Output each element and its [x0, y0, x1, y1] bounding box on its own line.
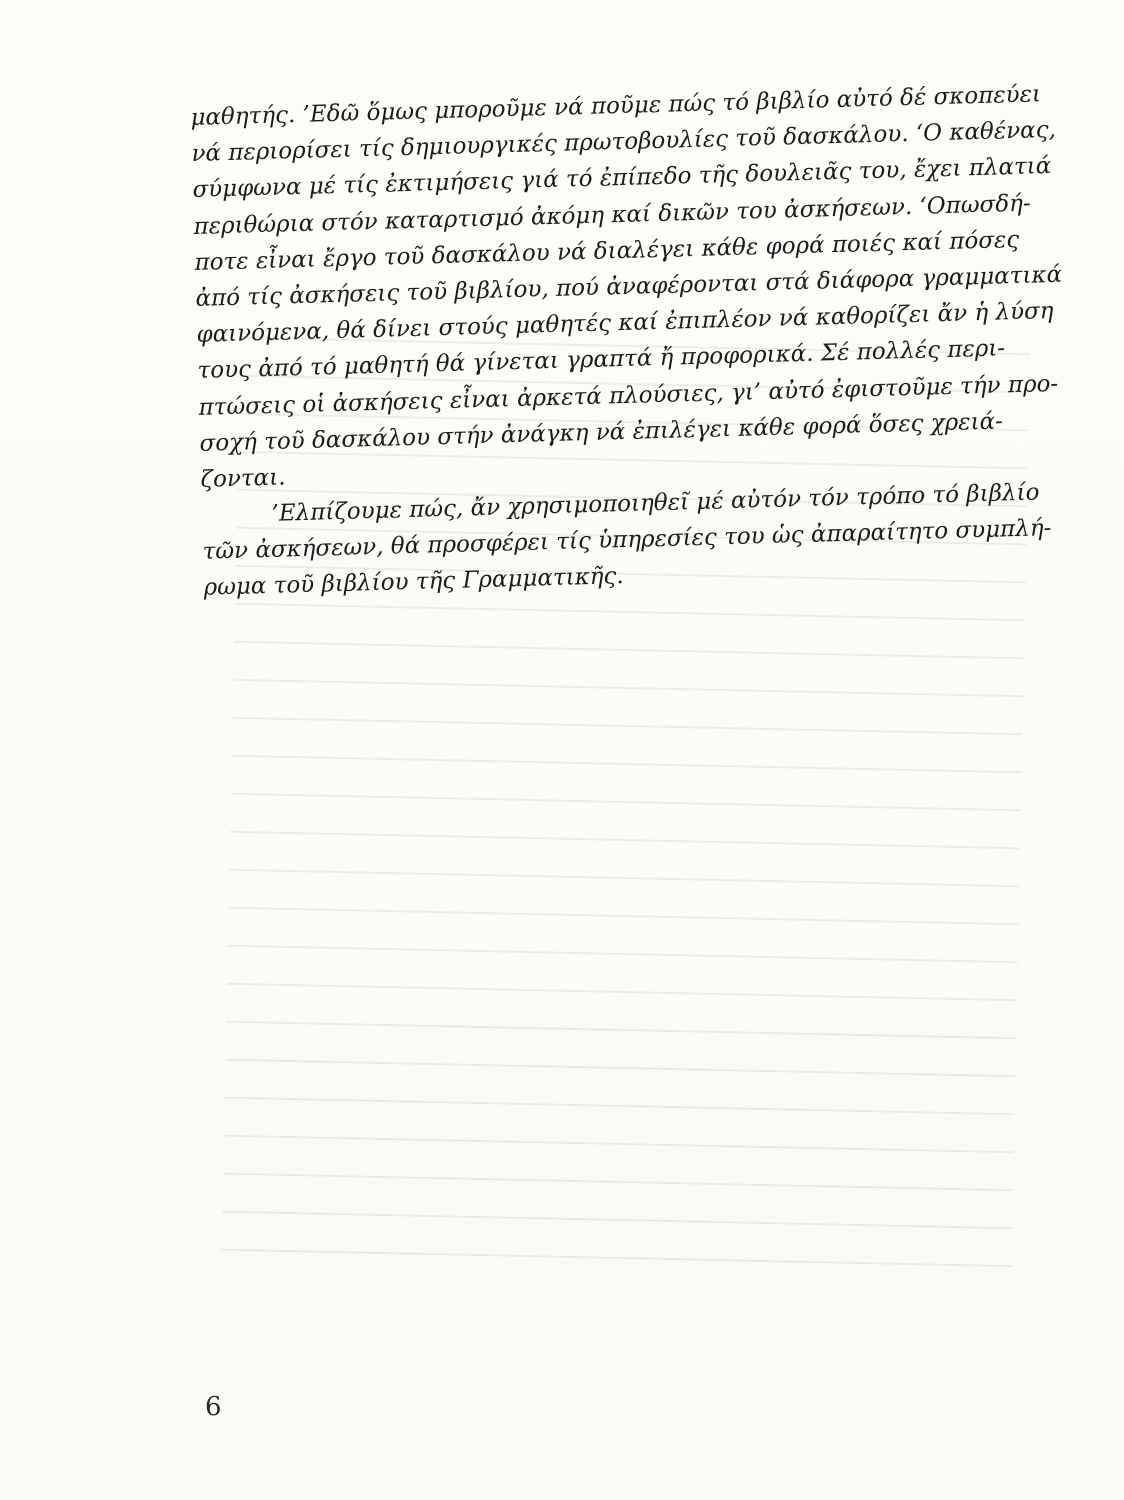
text-line: ἀπό τίς ἀσκήσεις τοῦ βιβλίου, πού ἀναφέρονται στά διάφορα γραμματικά [195, 261, 1063, 312]
text-line: νά περιορίσει τίς δημιουργικές πρωτοβουλίες τοῦ δασκάλου. ‘Ο καθένας, [191, 117, 1057, 168]
text-line: σοχή τοῦ δασκάλου στήν ἀνάγκη νά ἐπιλέγει κάθε φορά ὅσες χρειά- [199, 408, 1004, 457]
text-line: ρωμα τοῦ βιβλίου τῆς Γραμματικῆς. [203, 563, 625, 602]
text-line: τῶν ἀσκήσεων, θά προσφέρει τίς ὑπηρεσίες του ὡς ἀπαραίτητο συμπλή- [202, 515, 1052, 566]
text-line: σύμφωνα μέ τίς ἐκτιμήσεις γιά τό ἐπίπεδο τῆς δουλειᾶς του, ἔχει πλατιά [192, 153, 1052, 204]
body-text [190, 77, 1063, 607]
text-line: ’Ελπίζουμε πώς, ἄν χρησιμοποιηθεῖ μέ αὐτόν τόν τρόπο τό βιβλίο [271, 479, 1040, 527]
text-line: μαθητής. ’Εδῶ ὅμως μποροῦμε νά ποῦμε πώς τό βιβλίο αὐτό δέ σκοπεύει [190, 81, 1042, 131]
text-line: ποτε εἶναι ἔργο τοῦ δασκάλου νά διαλέγει κάθε φορά ποιές καί πόσες [194, 226, 1020, 276]
page-number: 6 [205, 1392, 222, 1422]
text-line: τους ἀπό τό μαθητή θά γίνεται γραπτά ἤ προφορικά. Σέ πολλές περι- [197, 335, 1006, 385]
text-line: ζονται. [200, 464, 286, 493]
text-line: περιθώρια στόν καταρτισμό ἀκόμη καί δικῶν του ἀσκήσεων. ‘Οπωσδή- [193, 190, 1032, 240]
text-line: πτώσεις οἱ ἀσκήσεις εἶναι ἀρκετά πλούσιες, γι’ αὐτό ἐφιστοῦμε τήν προ- [198, 370, 1059, 421]
text-line: φαινόμενα, θά δίνει στούς μαθητές καί ἐπιπλέον νά καθορίζει ἄν ἡ λύση [196, 298, 1054, 349]
